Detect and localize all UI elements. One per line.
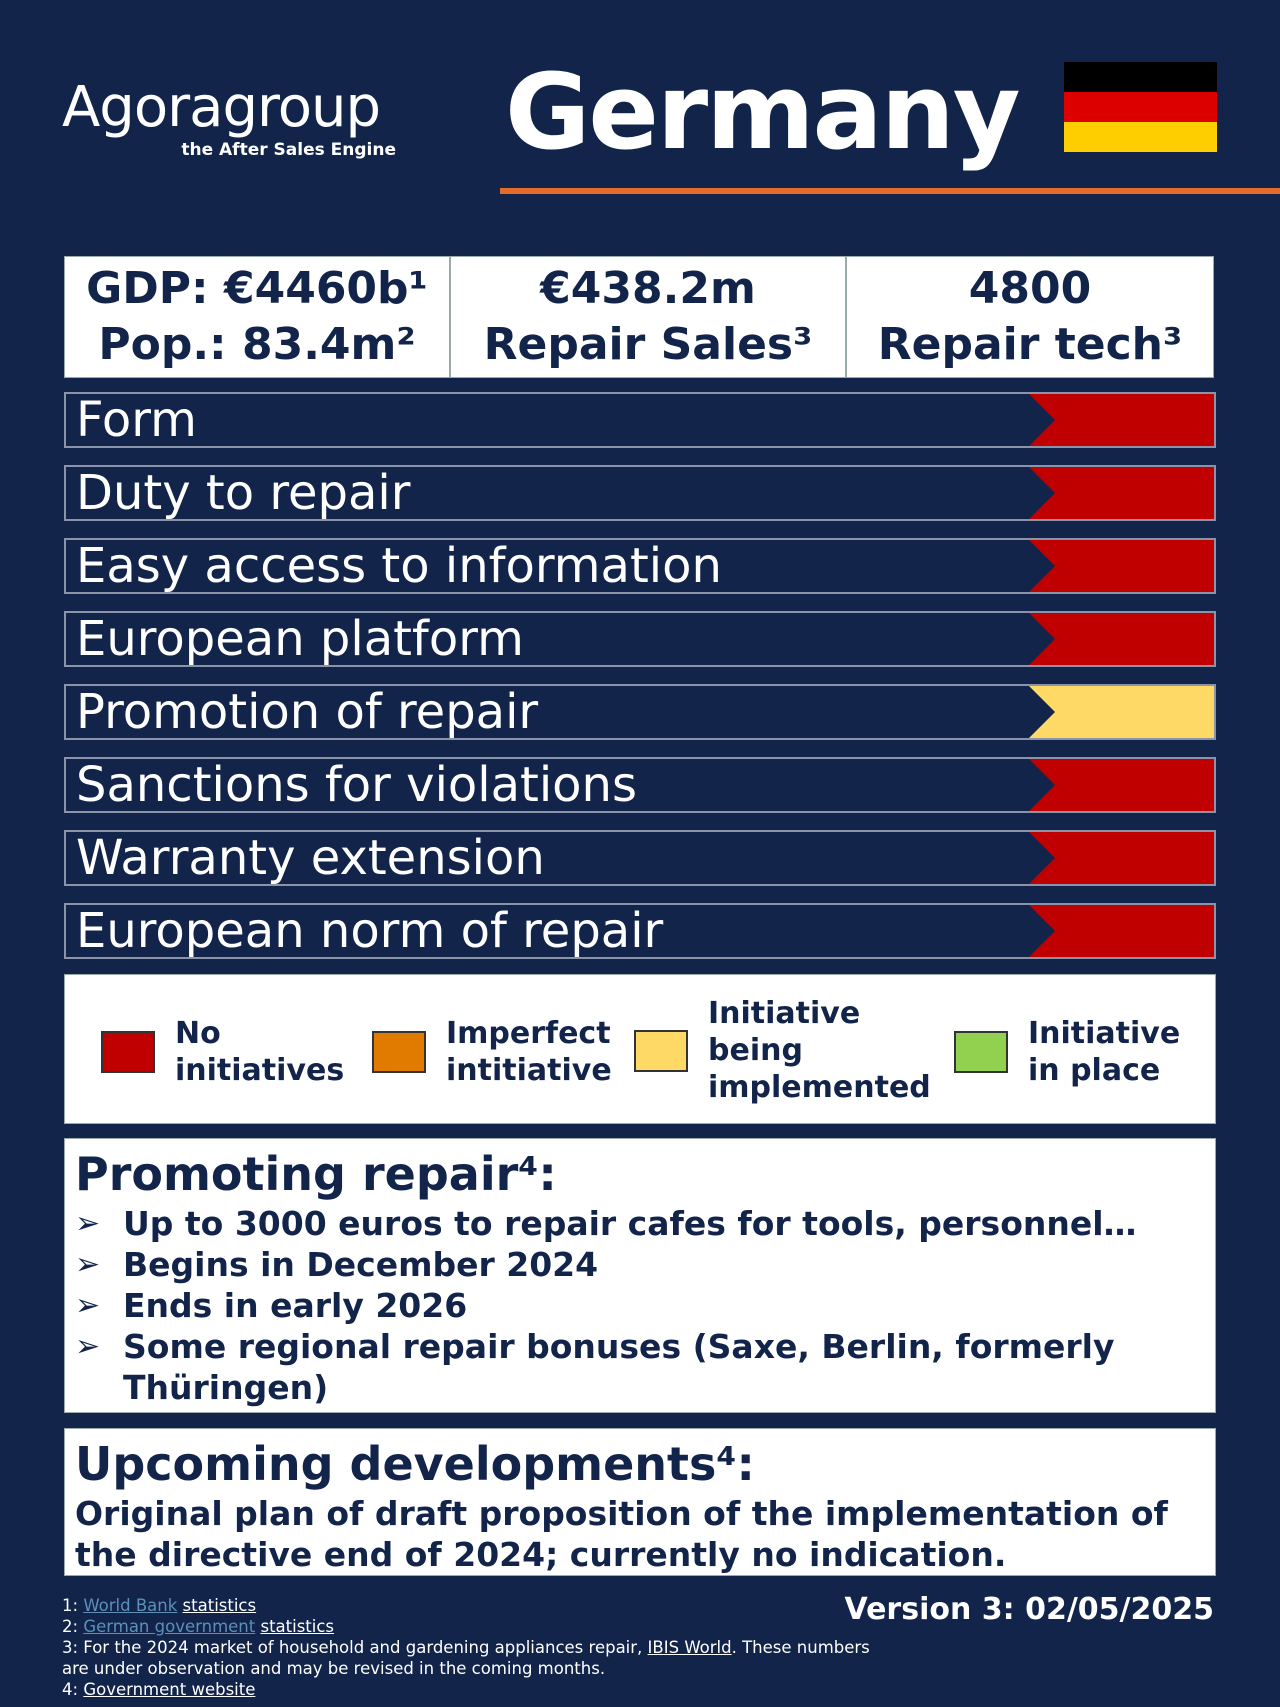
upcoming-developments-title: Upcoming developments⁴: bbox=[75, 1437, 755, 1491]
page-title: Germany bbox=[505, 51, 1019, 173]
criterion-row bbox=[64, 684, 1216, 740]
criterion-label: Promotion of repair bbox=[76, 684, 539, 740]
criterion-status-indicator bbox=[1029, 613, 1214, 665]
upcoming-developments-text: Original plan of draft proposition of the implementation of the directive end of 2024; currently no indication. bbox=[75, 1494, 1168, 1574]
footnote-3: 3: For the 2024 market of household and gardening appliances repair, IBIS World. These numbers are under observation and may be revised in the coming months. bbox=[62, 1638, 870, 1678]
german-government-link[interactable]: German government bbox=[83, 1617, 256, 1636]
logo bbox=[62, 75, 402, 160]
stat-repair-sales-value: €438.2m bbox=[540, 263, 756, 314]
legend-swatch bbox=[634, 1030, 688, 1072]
stat-repair-tech-label: Repair tech³ bbox=[877, 319, 1183, 370]
legend-label: No initiatives bbox=[175, 1016, 345, 1088]
stat-population: Pop.: 83.4m² bbox=[98, 319, 416, 370]
legend-swatch bbox=[372, 1031, 426, 1073]
criterion-status-indicator bbox=[1029, 467, 1214, 519]
flag-stripe-gold bbox=[1064, 122, 1217, 152]
promoting-repair-panel bbox=[64, 1138, 1216, 1413]
footnote-1: 1: World Bank statistics bbox=[62, 1596, 257, 1615]
legend-item-no-initiatives bbox=[101, 1015, 344, 1089]
legend-label: Initiative being implemented bbox=[708, 996, 931, 1105]
list-item: ➢ Ends in early 2026 bbox=[75, 1286, 468, 1325]
stat-gdp-population bbox=[65, 257, 451, 377]
criterion-status-indicator bbox=[1029, 759, 1214, 811]
criterion-label: European platform bbox=[76, 611, 524, 667]
criterion-row bbox=[64, 903, 1216, 959]
footnote-2: 2: German government statistics bbox=[62, 1617, 335, 1636]
arrow-bullet-icon: ➢ bbox=[75, 1247, 101, 1282]
legend-item-imperfect bbox=[372, 1015, 612, 1089]
criterion-label: Warranty extension bbox=[76, 830, 545, 886]
promoting-repair-list bbox=[75, 1203, 1205, 1408]
flag-stripe-red bbox=[1064, 92, 1217, 122]
germany-flag-icon bbox=[1064, 62, 1217, 152]
criterion-label: Easy access to information bbox=[76, 538, 722, 594]
legend-item-in-place bbox=[954, 1015, 1180, 1089]
title-underline bbox=[500, 188, 1280, 194]
ibis-world-link[interactable]: IBIS World bbox=[647, 1638, 732, 1657]
stats-table bbox=[64, 256, 1214, 378]
list-item: ➢ Some regional repair bonuses (Saxe, Berlin, formerly Thüringen) bbox=[75, 1327, 1115, 1407]
arrow-bullet-icon: ➢ bbox=[75, 1288, 101, 1323]
legend-label: Imperfect intitiative bbox=[446, 1016, 612, 1088]
stat-repair-sales-label: Repair Sales³ bbox=[483, 319, 813, 370]
legend-swatch bbox=[954, 1031, 1008, 1073]
government-website-link[interactable]: Government website bbox=[83, 1680, 256, 1699]
arrow-bullet-icon: ➢ bbox=[75, 1329, 101, 1364]
stat-repair-tech-value: 4800 bbox=[968, 263, 1092, 314]
logo-wordmark: Agoragroup bbox=[62, 75, 381, 140]
list-item: ➢ Begins in December 2024 bbox=[75, 1245, 599, 1284]
criterion-status-indicator bbox=[1029, 832, 1214, 884]
criterion-label: Sanctions for violations bbox=[76, 757, 637, 813]
legend-label: Initiative in place bbox=[1028, 1016, 1181, 1088]
arrow-bullet-icon: ➢ bbox=[75, 1206, 101, 1241]
stat-repair-sales bbox=[451, 257, 847, 377]
criterion-row bbox=[64, 392, 1216, 448]
stat-repair-tech bbox=[847, 257, 1213, 377]
list-item: ➢ Up to 3000 euros to repair cafes for tools, personnel… bbox=[75, 1204, 1137, 1243]
criteria-list bbox=[64, 392, 1216, 976]
footnote-4: 4: Government website bbox=[62, 1680, 256, 1699]
legend-item-being-implemented bbox=[634, 995, 931, 1106]
criterion-row bbox=[64, 465, 1216, 521]
criterion-row bbox=[64, 830, 1216, 886]
legend-swatch bbox=[101, 1031, 155, 1073]
promoting-repair-title: Promoting repair⁴: bbox=[75, 1147, 557, 1201]
footnotes bbox=[62, 1595, 882, 1700]
criterion-label: European norm of repair bbox=[76, 903, 664, 959]
stat-gdp: GDP: €4460b¹ bbox=[86, 263, 428, 314]
world-bank-link[interactable]: World Bank bbox=[83, 1596, 178, 1615]
version-label: Version 3: 02/05/2025 bbox=[844, 1592, 1214, 1627]
logo-tagline: the After Sales Engine bbox=[181, 140, 396, 160]
criterion-status-indicator bbox=[1029, 394, 1214, 446]
upcoming-developments-panel bbox=[64, 1428, 1216, 1576]
criterion-row bbox=[64, 757, 1216, 813]
german-government-statistics-link[interactable]: statistics bbox=[260, 1617, 335, 1636]
legend bbox=[64, 974, 1216, 1124]
criterion-status-indicator bbox=[1029, 540, 1214, 592]
criterion-label: Form bbox=[76, 392, 197, 448]
criterion-row bbox=[64, 611, 1216, 667]
criterion-status-indicator bbox=[1029, 686, 1214, 738]
flag-stripe-black bbox=[1064, 62, 1217, 92]
criterion-status-indicator bbox=[1029, 905, 1214, 957]
world-bank-statistics-link[interactable]: statistics bbox=[182, 1596, 257, 1615]
criterion-label: Duty to repair bbox=[76, 465, 411, 521]
criterion-row bbox=[64, 538, 1216, 594]
